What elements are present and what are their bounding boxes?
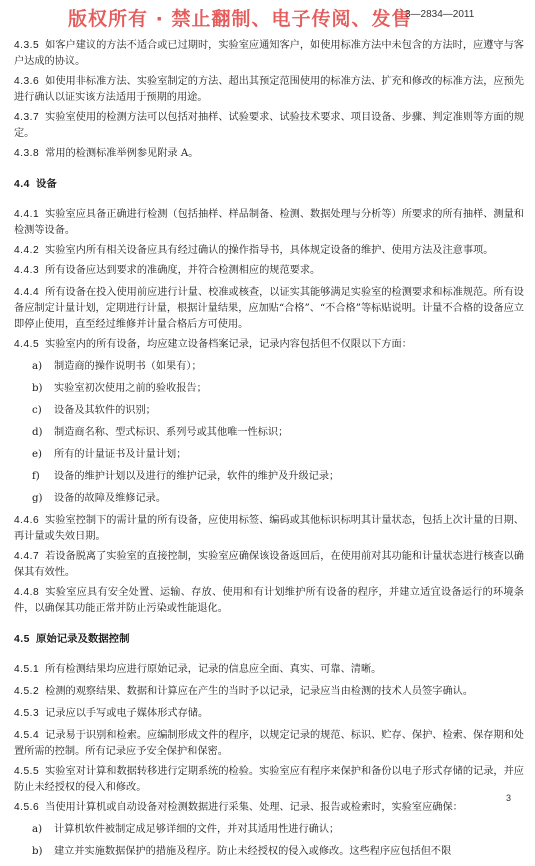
section-heading-4-5 [14,631,524,648]
item-marker: f) [32,471,40,482]
clause-4-4-6 [14,513,524,545]
item-text: 所有的计量证书及计量计划； [54,449,187,460]
list-item [32,359,524,375]
page-number: 3 [506,793,512,803]
clause-number: 4.5.4 [14,730,40,741]
section-number: 4.4 [14,179,30,190]
clause-4-5-1 [14,662,524,678]
list-item [32,822,524,838]
clause-number: 4.3.6 [14,76,40,87]
item-marker: d) [32,427,43,438]
clause-4-5-4 [14,728,524,760]
clause-4-5-5 [14,764,524,796]
clause-4-5-3 [14,706,524,722]
clause-number: 4.4.6 [14,515,40,526]
item-text: 设备及其软件的识别； [54,405,156,416]
clause-number: 4.5.2 [14,686,40,697]
section-title: 设备 [35,178,57,190]
clause-number: 4.4.7 [14,551,40,562]
clause-text: 当使用计算机或自动设备对检测数据进行采集、处理、记录、报告或检索时，实验室应确保： [45,802,463,813]
clause-text: 实验室应具备正确进行检测（包括抽样、样品制备、检测、数据处理与分析等）所要求的所有抽样、测量和检测等设备。 [14,209,524,236]
clause-4-4-4 [14,285,524,333]
clause-number: 4.3.7 [14,112,40,123]
clause-number: 4.4.3 [14,265,40,276]
clause-4-4-8 [14,585,524,617]
clause-text: 实验室内的所有设备，均应建立设备档案记录，记录内容包括但不仅限以下方面： [45,339,412,350]
clause-text: 所有设备应达到要求的准确度，并符合检测相应的规范要求。 [45,265,321,276]
clause-text: 如使用非标准方法、实验室制定的方法、超出其预定范围使用的标准方法、扩充和修改的标准方法，应预先进行确认以证实该方法适用于预期的用途。 [14,76,524,103]
clause-4-3-6 [14,74,524,106]
item-marker: c) [32,405,42,416]
item-marker: b) [32,846,43,857]
item-marker: g) [32,493,43,504]
item-marker: e) [32,449,43,460]
watermark: 版权所有 · 禁止翻制、电子传阅、发售 [68,8,412,30]
clause-text: 实验室内所有相关设备应具有经过确认的操作指导书，具体规定设备的维护、使用方法及注意事项。 [45,245,494,256]
clause-text: 实验室应具有安全处置、运输、存放、使用和有计划维护所有设备的程序，并建立适宜设备运行的环境条件，以确保其功能正常并防止污染或性能退化。 [14,587,524,614]
clause-number: 4.5.1 [14,664,40,675]
clause-number: 4.5.5 [14,766,40,777]
item-text: 制造商名称、型式标识、系列号或其他唯一性标识； [54,427,289,438]
list-item [32,447,524,463]
item-text: 设备的故障及维修记录。 [54,493,167,504]
list-item [32,381,524,397]
item-text: 实验室初次使用之前的验收报告； [54,383,207,394]
item-text: 计算机软件被制定成足够详细的文件，并对其适用性进行确认； [54,824,340,835]
clause-text: 实验室对计算和数据转移进行定期系统的检验。实验室应有程序来保护和备份以电子形式存储的记录，并应防止未经授权的侵入和修改。 [14,766,524,793]
standard-number: 3—2834—2011 [405,9,475,20]
list-item [32,844,524,860]
section-heading-4-4 [14,176,524,193]
clause-4-3-7 [14,110,524,142]
clause-4-4-1 [14,207,524,239]
clause-4-5-6 [14,800,524,816]
list-item [32,491,524,507]
clause-text: 所有检测结果均应进行原始记录，记录的信息应全面、真实、可靠、清晰。 [45,664,382,675]
clause-text: 记录易于识别和检索。应编制形成文件的程序，以规定记录的规范、标识、贮存、保护、检索、保存期和处置所需的控制。所有记录应予安全保护和保密。 [14,730,524,757]
item-text: 建立并实施数据保护的措施及程序。防止未经授权的侵入或修改。这些程序应包括但不限 [54,846,452,857]
clause-text: 记录应以手写或电子媒体形式存储。 [45,708,209,719]
clause-number: 4.4.4 [14,287,40,298]
clause-text: 检测的观察结果、数据和计算应在产生的当时予以记录，记录应当由检测的技术人员签字确认。 [45,686,474,697]
section-title: 原始记录及数据控制 [35,633,130,645]
clause-number: 4.4.8 [14,587,40,598]
item-text: 设备的维护计划以及进行的维护记录，软件的维护及升级记录； [54,471,340,482]
clause-text: 若设备脱离了实验室的直接控制，实验室应确保该设备返回后，在使用前对其功能和计量状态进行核查以确保其有效性。 [14,551,524,578]
section-number: 4.5 [14,634,30,645]
list-item [32,403,524,419]
clause-number: 4.5.3 [14,708,40,719]
item-marker: a) [32,361,43,372]
clause-4-4-2 [14,243,524,259]
clause-number: 4.3.5 [14,40,40,51]
list-item [32,469,524,485]
clause-number: 4.4.2 [14,245,40,256]
clause-text: 实验室使用的检测方法可以包括对抽样、试验要求、试验技术要求、项目设备、步骤、判定准则等方面的规定。 [14,112,524,139]
clause-4-3-5 [14,38,524,70]
clause-4-5-2 [14,684,524,700]
item-marker: a) [32,824,43,835]
clause-text: 实验室控制下的需计量的所有设备，应使用标签、编码或其他标识标明其计量状态，包括上次计量的日期、再计量或失效日期。 [14,515,524,542]
clause-4-4-5 [14,337,524,353]
clause-text: 如客户建议的方法不适合或已过期时，实验室应通知客户，如使用标准方法中未包含的方法时，应遵守与客户达成的协议。 [14,40,524,67]
clause-number: 4.3.8 [14,148,40,159]
clause-number: 4.4.5 [14,339,40,350]
item-marker: b) [32,383,43,394]
clause-4-4-3 [14,263,524,279]
clause-4-4-7 [14,549,524,581]
clause-text: 所有设备在投入使用前应进行计量、校准或核查，以证实其能够满足实验室的检测要求和标准规范。所有设备应制定计量计划，定期进行计量，根据计量结果，应加贴“合格”、“不合格”等标贴说明。计量不合格的设备应立即停止使用，直至经过维修并计量合格后方可使用。 [14,287,524,330]
list-item [32,425,524,441]
item-text: 制造商的操作说明书（如果有）； [54,361,202,372]
clause-text: 常用的检测标准举例参见附录 A。 [45,148,199,159]
clause-number: 4.4.1 [14,209,40,220]
document-body [14,38,524,866]
clause-number: 4.5.6 [14,802,40,813]
clause-4-3-8 [14,146,524,162]
